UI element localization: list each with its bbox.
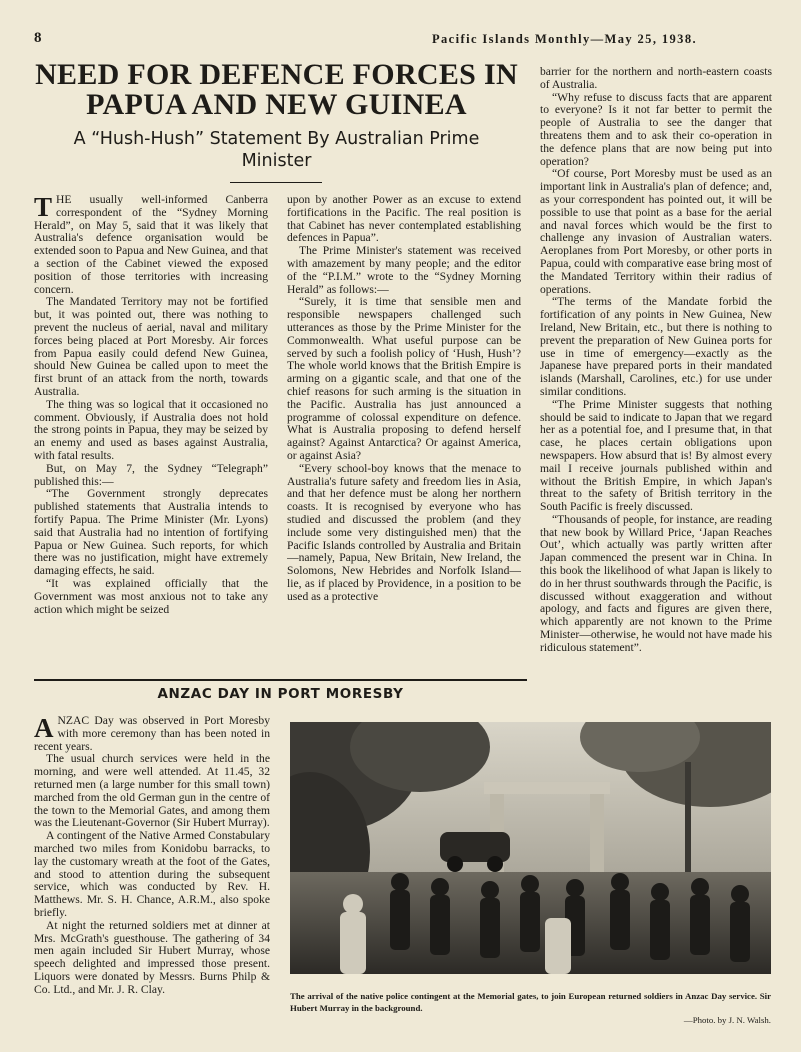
article-paragraph: The Mandated Territory may not be fortified but, it was pointed out, there was nothing to prevent the nucleus of aerial, naval and military forces being placed at Port Moresby. Air forces from Papua easily could defend New Guinea, should New Guinea be called upon to meet the first brunt of an attack from the north, towards Australia. [34,295,268,398]
caption-text: The arrival of the native police contingent at the Memorial gates, to join European returned soldiers in Anzac Day service. Sir Hubert Murray in the background. [290,991,771,1013]
article-column-2 [287,194,521,669]
subheadline [34,128,519,172]
article-paragraph: “The Government strongly deprecates published statements that Australia intends to fortify Papua. The Prime Minister (Mr. Lyons) said that Australia had no intention of fortifying Papua or New Guinea. Such reports, for which there was no justification, might have extremely damaging effects, he said. [34,487,268,578]
article-paragraph: “It was explained officially that the Government was most anxious not to take any action which might be seized [34,576,268,616]
article-paragraph: barrier for the northern and north-eastern coasts of Australia. [540,66,772,91]
article-column-3 [540,66,772,714]
photo-credit: —Photo. by J. N. Walsh. [683,1015,771,1025]
article-paragraph: “The terms of the Mandate forbid the fortification of any points in New Guinea, New Ireland, New Britain, etc., but there is nothing to prevent the preparation of New Guinea ports for use in time of emergency—exactly as the Japanese have prepared ports in their mandated islands (Marshall, Carolines, etc.) for use under similar conditions. [540,295,772,398]
anzac-column [34,715,270,1045]
anzac-section-title: ANZAC DAY IN PORT MORESBY [157,686,404,702]
photo-caption [290,990,771,1026]
headline-line: NEED FOR DEFENCE FORCES IN [35,58,518,91]
headline-line: PAPUA AND NEW GUINEA [86,88,467,121]
article-paragraph: A contingent of the Native Armed Constabulary marched two miles from Konidobu barracks, to lay the customary wreath at the foot of the Gates, and stood to attention during the subsequent service, which was conducted by Rev. H. Matthews. Mr. S. H. Chance, A.R.M., also spoke briefly. [34,829,270,919]
article-paragraph: “Why refuse to discuss facts that are apparent to everyone? Is it not far better to permit the people of Australia to see the danger that threatens them and to ask their co-operation in the defence plans that are now being put into operation? [540,90,772,168]
subheadline-line: A “Hush-Hush” Statement By Australian Prime [73,129,480,149]
photo-scene [290,722,771,974]
article-paragraph: THE usually well-informed Canberra correspondent of the “Sydney Morning Herald”, on May 5, said that it was likely that Australia's defence organisation would be extended soon to Papua and New Guinea, and that a section of the Cabinet viewed the exposed position of those territories with increasing concern. [34,194,268,296]
anzac-photograph [290,722,771,974]
drop-cap: T [34,194,53,222]
article-paragraph: “Of course, Port Moresby must be used as an important link in Australia's plan of defence; and, as your correspondent has pointed out, it will be possible to use that point as a base for the aerial and naval forces which would be the first to challenge any invasion of Australian waters. Aeroplanes from Port Moresby, or other ports in Papua, could with comparative ease bring most of the Mandated Territory within their radius of operations. [540,167,772,296]
article-column-1 [34,194,268,669]
article-paragraph: “Surely, it is time that sensible men and responsible newspapers challenged such utterances as those by the Prime Minister for the Commonwealth. What useful purpose can be served by such a foolish policy of ‘Hush, Hush’? The whole world knows that the British Empire is arming on a gigantic scale, and that one of the chief reasons for such arming is the situation in the Pacific. Australia has just announced a programme of colossal expenditure on defence. What is Australia proposing to defend herself against? Against Antarctica? Or against America, or against Asia? [287,295,521,462]
article-paragraph: The thing was so logical that it occasioned no comment. Obviously, if Australia does not hold the strong points in Papua, they may be seized by an enemy and used as bases against Australia, with fatal results. [34,397,268,462]
article-paragraph: The Prime Minister's statement was received with amazement by many people; and the editor of the “P.I.M.” wrote to the “Sydney Morning Herald” as follows:— [287,244,521,296]
article-paragraph: But, on May 7, the Sydney “Telegraph” published this:— [34,461,268,488]
headline [34,60,519,120]
article-paragraph: “Every school-boy knows that the menace to Australia's future safety and freedom lies in Asia, and that her defence must be along her northern coasts. It is recognised by everyone who has studied and discussed the problem (and they include some very distinguished men) that the Pacific Islands controlled by Australia and Britain—namely, Papua, New Britain, New Ireland, the Solomons, New Hebrides and Norfolk Island—lie, as if placed by Providence, in a position to be used as a protective [287,461,521,603]
page-number: 8 [34,30,42,46]
article-paragraph: ANZAC Day was observed in Port Moresby with more ceremony than has been noted in recent years. [34,715,270,753]
article-paragraph: “The Prime Minister suggests that nothing should be said to indicate to Japan that we regard her as a potential foe, and I presume that, in that case, he places certain obligations upon newspapers. How absurd that is! By almost every mail I receive journals published within and without the British Empire, in which Japan's threat to the safety of British territory in the South Pacific is freely discussed. [540,397,772,514]
headline-rule [230,182,322,183]
article-paragraph: The usual church services were held in the morning, and were well attended. At 11.45, 32 returned men (a large number for this small town) marched from the old German gun in the centre of the town to the Memorial Gates, and among them was the Lieutenant-Governor (Sir Hubert Murray). [34,752,270,830]
article-paragraph: upon by another Power as an excuse to extend fortifications in the Pacific. The real position is that Cabinet has never contemplated establishing defences in Papua”. [287,194,521,245]
section-divider [34,679,527,681]
drop-cap: A [34,715,54,743]
subheadline-line: Minister [241,151,312,171]
running-head: Pacific Islands Monthly—May 25, 1938. [432,32,697,46]
article-paragraph: “Thousands of people, for instance, are reading that new book by Willard Price, ‘Japan Reaches Out’, which actually was partly written after Japan commenced the present war in China. In this book the likelihood of what Japan is likely to do in her thrust southwards through the Pacific, is discussed without exaggeration and without apology, and facts and figures are given there, which apparently are not known to the Prime Minister—otherwise, he would not have made his ridiculous statement”. [540,512,772,654]
article-paragraph: At night the returned soldiers met at dinner at Mrs. McGrath's guesthouse. The gathering of 34 men again included Sir Hubert Murray, whose speech delighted and impressed those present. Liquors were donated by Messrs. Burns Philp & Co. Ltd., and Mr. J. R. Clay. [34,918,270,996]
